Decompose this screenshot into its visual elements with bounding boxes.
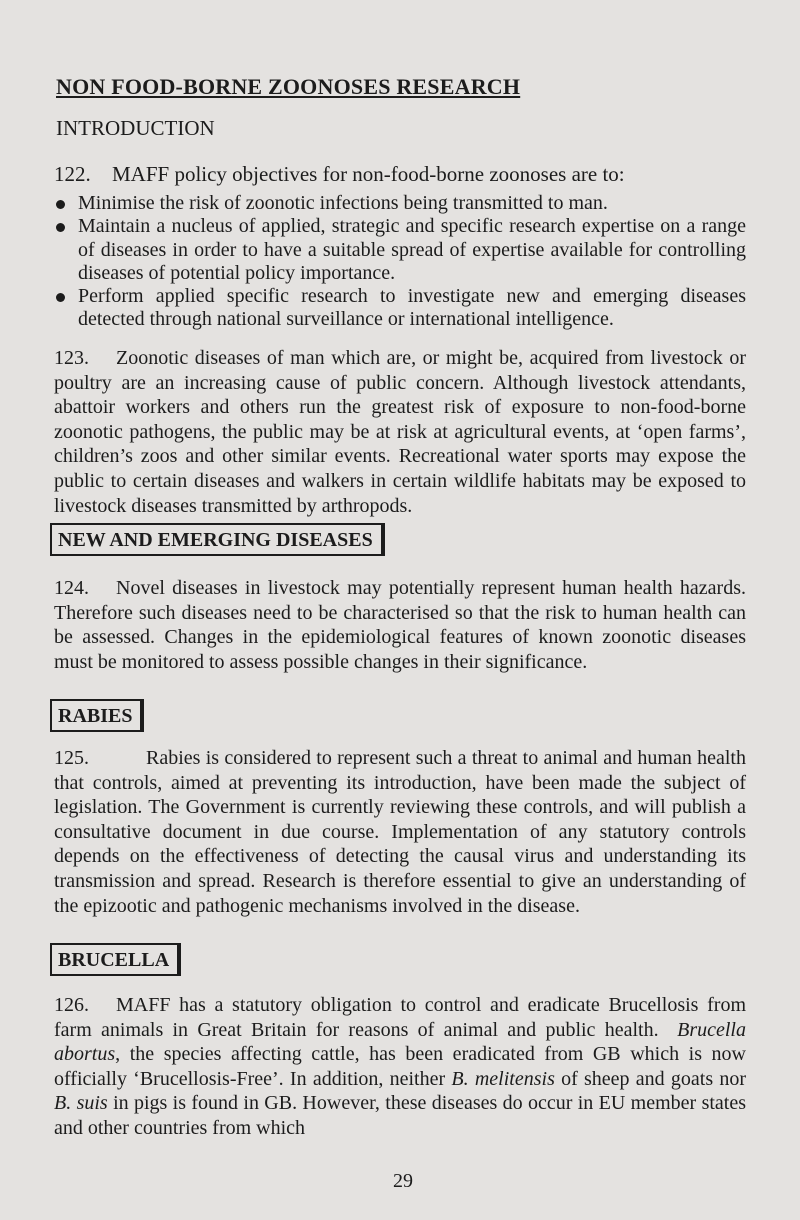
list-item [56, 285, 746, 332]
paragraph-122 [54, 162, 746, 187]
objectives-list [56, 192, 746, 332]
species-name: B. suis [54, 1092, 108, 1115]
species-name: B. melitensis [451, 1067, 555, 1090]
section-heading-introduction: INTRODUCTION [56, 116, 215, 140]
bullet-icon [56, 293, 65, 302]
paragraph-text: Rabies is considered to represent such a threat to animal and human health that controls, aimed at preventing its introduction, have been made the subject of legislation. The Government is currently reviewing these controls, and will publish a consultative document in due course. Implementation of any statutory controls depends on the effectiveness of detecting the causal virus and understanding its transmission and spread. Research is therefore essential to give an understanding of the epizootic and pathogenic mechanisms involved in the disease. [54, 747, 746, 917]
paragraph-number: 122. [54, 162, 91, 186]
paragraph-number: 123. [54, 347, 89, 369]
paragraph-number: 125. [54, 747, 89, 769]
paragraph-number: 124. [54, 577, 89, 599]
paragraph-text: MAFF has a statutory obligation to control and eradicate Brucellosis from farm animals in Great Britain for reasons of animal and public health. [54, 994, 746, 1041]
list-item-text: Maintain a nucleus of applied, strategic and specific research expertise on a range of diseases in order to have a suitable spread of expertise available for controlling diseases of potential policy importance. [78, 215, 746, 284]
bullet-icon [56, 223, 65, 232]
bullet-icon [56, 200, 65, 209]
paragraph-text: Zoonotic diseases of man which are, or might be, acquired from livestock or poultry are an increasing cause of public concern. Although livestock attendants, abattoir workers and others run the greatest risk of exposure to non-food-borne zoonotic pathogens, the public may be at risk at agricultural events, at ‘open farms’, children’s zoos and other similar events. Recreational water sports may expose the public to certain diseases and walkers in certain wildlife habitats may be exposed to livestock diseases transmitted by arthropods. [54, 347, 746, 517]
paragraph-124 [54, 576, 746, 674]
paragraph-text: , the species affecting cattle, has been eradicated from GB which is now officially ‘Brucellosis-Free’. In addition, neither [54, 1043, 746, 1090]
paragraph-text: MAFF policy objectives for non-food-borne zoonoses are to: [112, 162, 625, 186]
list-item-text: Perform applied specific research to investigate new and emerging diseases detected through national surveillance or international intelligence. [78, 285, 746, 331]
section-heading-new-emerging: NEW AND EMERGING DISEASES [50, 523, 385, 556]
page-number: 29 [393, 1170, 413, 1192]
paragraph-123 [54, 346, 746, 518]
list-item-text: Minimise the risk of zoonotic infections being transmitted to man. [78, 192, 608, 214]
paragraph-text: in pigs is found in GB. However, these diseases do occur in EU member states and other countries from which [54, 1092, 746, 1139]
paragraph-text: Novel diseases in livestock may potentially represent human health hazards. Therefore such diseases need to be characterised so that the risk to human health can be assessed. Changes in the epidemiological features of known zoonotic diseases must be monitored to assess possible changes in their significance. [54, 577, 746, 673]
page-title: NON FOOD-BORNE ZOONOSES RESEARCH [56, 74, 521, 99]
paragraph-text: of sheep and goats nor [561, 1067, 747, 1090]
list-item [56, 192, 746, 215]
section-heading-brucella: BRUCELLA [50, 943, 181, 976]
paragraph-number: 126. [54, 994, 89, 1016]
species-name: Brucella abortus [54, 1018, 746, 1066]
paragraph-126 [54, 993, 746, 1141]
section-heading-rabies: RABIES [50, 699, 144, 732]
list-item [56, 215, 746, 285]
paragraph-125 [54, 746, 746, 918]
